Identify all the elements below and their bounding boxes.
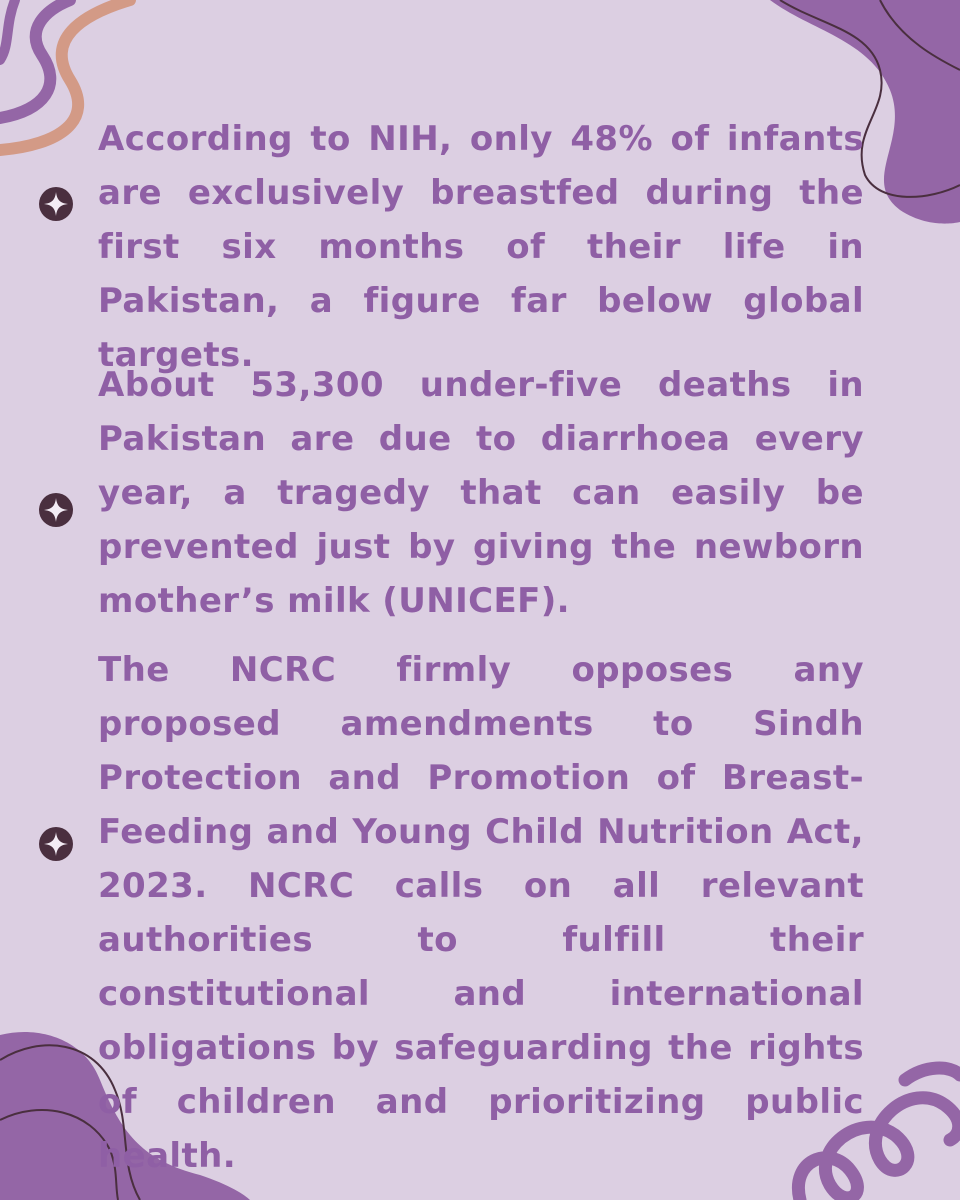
bullet-text: The NCRC firmly opposes any proposed amendments to Sindh Protection and Promotion of Breast-Feeding and Young Child Nutrition Act, 2023. NCRC calls on all relevant authorities to fulfill their constitutional and international obligations by safeguarding the rights of children and prioritizing public health. <box>98 650 864 1176</box>
four-point-star-icon <box>38 826 74 862</box>
bullet-text: About 53,300 under-five deaths in Pakistan are due to diarrhoea every year, a tragedy that can easily be prevented just by giving the newborn mother’s milk (UNICEF). <box>98 365 864 621</box>
four-point-star-icon <box>38 492 74 528</box>
bullet-text: According to NIH, only 48% of infants are exclusively breastfed during the first six months of their life in Pakistan, a figure far below global targets. <box>98 119 864 375</box>
four-point-star-icon <box>38 186 74 222</box>
